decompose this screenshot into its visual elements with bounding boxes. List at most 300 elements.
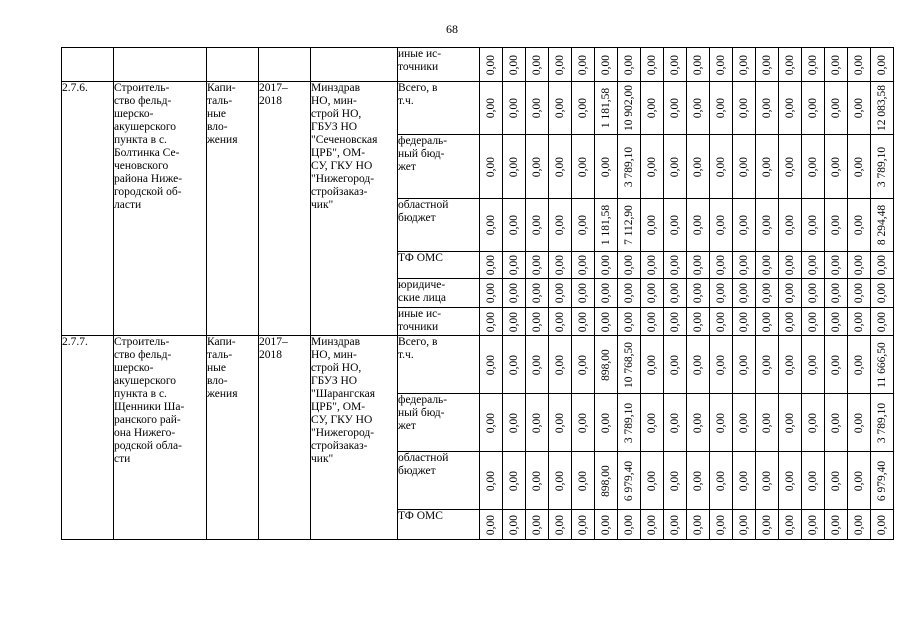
value-cell <box>848 308 871 336</box>
value-text: 0,00 <box>508 254 520 276</box>
value-cell <box>503 252 526 279</box>
value-cell <box>664 48 687 82</box>
value-text: 0,00 <box>761 354 773 375</box>
value-cell <box>756 308 779 336</box>
value-cell <box>526 336 549 394</box>
value-cell <box>503 510 526 540</box>
value-cell <box>480 252 503 279</box>
value-text: 0,00 <box>508 311 520 332</box>
value-cell <box>503 199 526 252</box>
value-cell <box>526 48 549 82</box>
value-cell <box>480 452 503 510</box>
value-text: 0,00 <box>876 311 888 332</box>
value-text: 0,00 <box>531 214 543 236</box>
source-cell: Всего, в т.ч. <box>398 336 480 394</box>
value-text: 0,00 <box>692 470 704 491</box>
value-cell <box>526 252 549 279</box>
value-text: 0,00 <box>853 311 865 332</box>
value-cell <box>687 394 710 452</box>
value-text: 0,00 <box>784 470 796 491</box>
value-cell <box>733 394 756 452</box>
value-cell <box>572 510 595 540</box>
value-text: 1 181,58 <box>600 87 612 129</box>
value-text: 0,00 <box>830 412 842 433</box>
value-text: 0,00 <box>784 97 796 119</box>
value-text: 0,00 <box>807 311 819 332</box>
value-text: 0,00 <box>485 311 497 332</box>
value-text: 0,00 <box>646 54 658 75</box>
value-text: 0,00 <box>485 214 497 236</box>
value-cell <box>802 48 825 82</box>
value-cell <box>802 252 825 279</box>
value-cell <box>710 279 733 308</box>
value-text: 0,00 <box>761 254 773 276</box>
table-row <box>62 82 894 135</box>
value-cell <box>848 452 871 510</box>
value-cell <box>779 82 802 135</box>
value-cell <box>802 308 825 336</box>
item-executor: Минздрав НО, мин- строй НО, ГБУЗ НО "Сеченовская ЦРБ", ОМ- СУ, ГКУ НО "Нижегород- стройзаказ- чик" <box>311 82 398 336</box>
value-text: 3 789,10 <box>623 146 635 187</box>
value-text: 0,00 <box>600 156 612 177</box>
value-cell <box>733 279 756 308</box>
value-text: 0,00 <box>600 311 612 332</box>
value-text: 0,00 <box>577 354 589 375</box>
value-text: 0,00 <box>807 514 819 535</box>
value-cell <box>480 48 503 82</box>
value-text: 0,00 <box>692 156 704 177</box>
value-cell <box>664 135 687 199</box>
value-text: 0,00 <box>761 97 773 119</box>
value-cell <box>618 452 641 510</box>
value-text: 0,00 <box>485 156 497 177</box>
item-type: Капи- таль- ные вло- жения <box>207 336 259 540</box>
value-cell <box>641 394 664 452</box>
value-cell <box>779 199 802 252</box>
value-cell <box>779 252 802 279</box>
value-cell <box>687 308 710 336</box>
value-cell <box>618 48 641 82</box>
value-cell <box>710 48 733 82</box>
value-text: 0,00 <box>692 254 704 276</box>
value-text: 0,00 <box>715 412 727 433</box>
value-cell <box>733 510 756 540</box>
value-cell <box>802 394 825 452</box>
value-cell <box>503 336 526 394</box>
item-name: Строитель- ство фельд- шерско- акушерского пункта в с. Щенники Ша- ранского рай- она Нижего- родской обла- сти <box>114 336 207 540</box>
value-cell <box>641 252 664 279</box>
value-cell <box>549 336 572 394</box>
value-text: 0,00 <box>577 214 589 236</box>
value-text: 0,00 <box>531 412 543 433</box>
value-cell <box>710 394 733 452</box>
value-text: 6 979,40 <box>623 460 635 501</box>
value-cell <box>825 452 848 510</box>
value-cell <box>503 394 526 452</box>
value-cell <box>480 308 503 336</box>
value-cell <box>664 252 687 279</box>
value-text: 0,00 <box>738 354 750 375</box>
value-cell <box>825 252 848 279</box>
value-cell <box>618 336 641 394</box>
value-cell <box>687 510 710 540</box>
value-text: 0,00 <box>554 54 566 75</box>
value-text: 0,00 <box>600 254 612 276</box>
value-cell <box>641 199 664 252</box>
value-cell <box>871 308 894 336</box>
item-period: 2017– 2018 <box>259 336 311 540</box>
value-text: 0,00 <box>554 282 566 304</box>
value-cell <box>733 199 756 252</box>
value-text: 0,00 <box>554 514 566 535</box>
value-text: 10 768,50 <box>623 341 635 388</box>
value-text: 0,00 <box>531 470 543 491</box>
value-text: 0,00 <box>646 254 658 276</box>
period-cell <box>259 48 311 82</box>
value-cell <box>779 48 802 82</box>
value-text: 0,00 <box>738 412 750 433</box>
source-cell: юридиче- ские лица <box>398 279 480 308</box>
value-text: 0,00 <box>692 97 704 119</box>
value-text: 0,00 <box>577 412 589 433</box>
value-cell <box>848 48 871 82</box>
value-text: 0,00 <box>807 254 819 276</box>
value-text: 0,00 <box>715 97 727 119</box>
value-text: 0,00 <box>508 470 520 491</box>
value-text: 0,00 <box>600 54 612 75</box>
value-cell <box>848 336 871 394</box>
value-cell <box>526 135 549 199</box>
value-text: 0,00 <box>600 514 612 535</box>
value-text: 0,00 <box>692 282 704 304</box>
value-text: 0,00 <box>577 254 589 276</box>
value-cell <box>779 135 802 199</box>
value-cell <box>756 510 779 540</box>
value-text: 0,00 <box>623 254 635 276</box>
value-cell <box>687 199 710 252</box>
value-text: 0,00 <box>830 54 842 75</box>
value-cell <box>779 308 802 336</box>
value-text: 0,00 <box>508 54 520 75</box>
value-cell <box>595 82 618 135</box>
value-cell <box>549 308 572 336</box>
value-cell <box>503 308 526 336</box>
number-cell <box>62 48 114 82</box>
value-cell <box>641 279 664 308</box>
value-text: 0,00 <box>830 97 842 119</box>
value-cell <box>779 510 802 540</box>
value-text: 0,00 <box>485 412 497 433</box>
value-text: 0,00 <box>554 412 566 433</box>
value-text: 0,00 <box>600 282 612 304</box>
value-cell <box>618 252 641 279</box>
value-cell <box>618 510 641 540</box>
value-text: 0,00 <box>508 156 520 177</box>
value-text: 0,00 <box>738 254 750 276</box>
value-text: 0,00 <box>508 354 520 375</box>
value-text: 0,00 <box>853 470 865 491</box>
value-text: 0,00 <box>784 282 796 304</box>
value-text: 0,00 <box>807 282 819 304</box>
value-text: 0,00 <box>669 156 681 177</box>
value-cell <box>572 135 595 199</box>
value-text: 0,00 <box>669 514 681 535</box>
value-text: 0,00 <box>692 54 704 75</box>
value-text: 0,00 <box>715 214 727 236</box>
value-cell <box>572 452 595 510</box>
value-cell <box>825 279 848 308</box>
value-text: 0,00 <box>761 282 773 304</box>
value-cell <box>480 199 503 252</box>
value-cell <box>595 252 618 279</box>
value-text: 0,00 <box>485 254 497 276</box>
source-cell: областной бюджет <box>398 199 480 252</box>
value-cell <box>595 48 618 82</box>
executor-cell <box>311 48 398 82</box>
page-number: 68 <box>446 22 458 36</box>
value-text: 0,00 <box>669 412 681 433</box>
value-text: 0,00 <box>669 311 681 332</box>
value-cell <box>480 394 503 452</box>
value-text: 0,00 <box>692 311 704 332</box>
value-text: 1 181,58 <box>600 204 612 246</box>
value-text: 12 083,58 <box>876 85 888 131</box>
source-cell: иные ис- точники <box>398 48 480 82</box>
value-cell <box>480 510 503 540</box>
value-cell <box>848 199 871 252</box>
value-cell <box>549 252 572 279</box>
value-cell <box>572 308 595 336</box>
value-text: 3 789,10 <box>876 402 888 443</box>
value-cell <box>871 279 894 308</box>
value-cell <box>710 308 733 336</box>
value-text: 0,00 <box>531 514 543 535</box>
value-cell <box>641 336 664 394</box>
value-cell <box>480 135 503 199</box>
value-text: 0,00 <box>830 514 842 535</box>
value-text: 0,00 <box>853 54 865 75</box>
value-cell <box>664 510 687 540</box>
value-text: 0,00 <box>830 254 842 276</box>
value-cell <box>595 135 618 199</box>
value-cell <box>549 510 572 540</box>
value-text: 0,00 <box>623 311 635 332</box>
value-cell <box>687 452 710 510</box>
value-text: 0,00 <box>669 54 681 75</box>
value-text: 0,00 <box>623 282 635 304</box>
value-text: 0,00 <box>692 412 704 433</box>
value-cell <box>618 135 641 199</box>
value-text: 0,00 <box>554 156 566 177</box>
value-cell <box>802 135 825 199</box>
value-text: 0,00 <box>738 514 750 535</box>
value-cell <box>825 135 848 199</box>
value-cell <box>572 82 595 135</box>
value-text: 898,00 <box>600 348 612 381</box>
value-text: 0,00 <box>692 514 704 535</box>
value-cell <box>710 135 733 199</box>
value-cell <box>687 336 710 394</box>
value-text: 0,00 <box>784 54 796 75</box>
value-cell <box>526 308 549 336</box>
value-text: 0,00 <box>485 514 497 535</box>
value-text: 0,00 <box>807 470 819 491</box>
value-text: 0,00 <box>807 412 819 433</box>
value-cell <box>572 48 595 82</box>
value-text: 0,00 <box>715 156 727 177</box>
value-text: 0,00 <box>738 54 750 75</box>
source-cell: федераль- ный бюд- жет <box>398 394 480 452</box>
value-cell <box>871 510 894 540</box>
value-text: 0,00 <box>646 412 658 433</box>
budget-table <box>61 47 894 540</box>
item-type: Капи- таль- ные вло- жения <box>207 82 259 336</box>
value-text: 0,00 <box>531 97 543 119</box>
value-text: 0,00 <box>646 156 658 177</box>
value-text: 0,00 <box>554 311 566 332</box>
value-cell <box>526 394 549 452</box>
value-cell <box>756 336 779 394</box>
value-text: 0,00 <box>508 282 520 304</box>
value-cell <box>825 48 848 82</box>
value-cell <box>848 135 871 199</box>
source-cell: ТФ ОМС <box>398 510 480 540</box>
value-text: 0,00 <box>669 97 681 119</box>
value-cell <box>848 394 871 452</box>
value-cell <box>871 452 894 510</box>
value-text: 0,00 <box>508 412 520 433</box>
value-text: 0,00 <box>692 214 704 236</box>
value-text: 0,00 <box>646 514 658 535</box>
value-cell <box>549 452 572 510</box>
value-cell <box>871 82 894 135</box>
value-text: 898,00 <box>600 464 612 497</box>
value-text: 0,00 <box>807 214 819 236</box>
value-text: 0,00 <box>830 470 842 491</box>
value-text: 0,00 <box>784 214 796 236</box>
value-text: 0,00 <box>554 254 566 276</box>
value-cell <box>687 252 710 279</box>
value-text: 0,00 <box>784 254 796 276</box>
source-cell: областной бюджет <box>398 452 480 510</box>
value-cell <box>664 308 687 336</box>
value-cell <box>779 336 802 394</box>
item-number: 2.7.7. <box>62 336 114 540</box>
value-text: 0,00 <box>807 54 819 75</box>
value-text: 0,00 <box>738 311 750 332</box>
value-text: 0,00 <box>577 282 589 304</box>
value-cell <box>480 279 503 308</box>
value-text: 0,00 <box>577 470 589 491</box>
value-text: 0,00 <box>761 412 773 433</box>
value-text: 0,00 <box>761 214 773 236</box>
value-text: 0,00 <box>853 412 865 433</box>
value-cell <box>756 135 779 199</box>
value-cell <box>572 252 595 279</box>
value-text: 0,00 <box>623 54 635 75</box>
value-cell <box>641 48 664 82</box>
value-text: 0,00 <box>830 282 842 304</box>
value-text: 0,00 <box>761 470 773 491</box>
value-text: 0,00 <box>876 514 888 535</box>
value-text: 0,00 <box>600 412 612 433</box>
value-cell <box>549 394 572 452</box>
value-text: 0,00 <box>646 354 658 375</box>
value-text: 0,00 <box>531 54 543 75</box>
value-text: 0,00 <box>554 470 566 491</box>
value-text: 0,00 <box>485 97 497 119</box>
value-cell <box>802 199 825 252</box>
value-text: 0,00 <box>646 311 658 332</box>
value-cell <box>503 48 526 82</box>
value-cell <box>733 452 756 510</box>
value-cell <box>756 252 779 279</box>
value-cell <box>733 135 756 199</box>
value-cell <box>526 510 549 540</box>
value-cell <box>733 82 756 135</box>
value-cell <box>779 279 802 308</box>
value-text: 0,00 <box>738 156 750 177</box>
value-cell <box>687 48 710 82</box>
value-text: 0,00 <box>577 311 589 332</box>
value-text: 0,00 <box>715 311 727 332</box>
value-cell <box>664 452 687 510</box>
value-cell <box>664 199 687 252</box>
value-text: 0,00 <box>784 354 796 375</box>
value-cell <box>871 48 894 82</box>
source-cell: ТФ ОМС <box>398 252 480 279</box>
value-text: 0,00 <box>738 282 750 304</box>
value-text: 0,00 <box>646 282 658 304</box>
value-cell <box>871 394 894 452</box>
value-text: 3 789,10 <box>623 402 635 443</box>
value-text: 0,00 <box>715 54 727 75</box>
value-text: 0,00 <box>853 97 865 119</box>
value-text: 0,00 <box>715 470 727 491</box>
value-text: 0,00 <box>485 354 497 375</box>
value-text: 0,00 <box>761 54 773 75</box>
value-cell <box>526 279 549 308</box>
value-text: 0,00 <box>485 470 497 491</box>
value-text: 0,00 <box>531 156 543 177</box>
value-text: 0,00 <box>577 156 589 177</box>
value-text: 0,00 <box>669 254 681 276</box>
value-cell <box>710 336 733 394</box>
value-text: 0,00 <box>807 156 819 177</box>
value-cell <box>618 82 641 135</box>
value-text: 0,00 <box>761 514 773 535</box>
value-text: 0,00 <box>853 156 865 177</box>
value-cell <box>710 199 733 252</box>
value-cell <box>756 199 779 252</box>
value-cell <box>503 82 526 135</box>
value-text: 0,00 <box>531 282 543 304</box>
value-cell <box>871 135 894 199</box>
value-text: 0,00 <box>623 514 635 535</box>
value-text: 0,00 <box>830 311 842 332</box>
value-cell <box>572 394 595 452</box>
value-cell <box>848 510 871 540</box>
value-text: 0,00 <box>554 97 566 119</box>
value-cell <box>572 336 595 394</box>
type-cell <box>207 48 259 82</box>
value-text: 0,00 <box>485 282 497 304</box>
name-cell <box>114 48 207 82</box>
value-cell <box>595 279 618 308</box>
value-cell <box>710 82 733 135</box>
value-cell <box>618 279 641 308</box>
value-text: 0,00 <box>715 354 727 375</box>
